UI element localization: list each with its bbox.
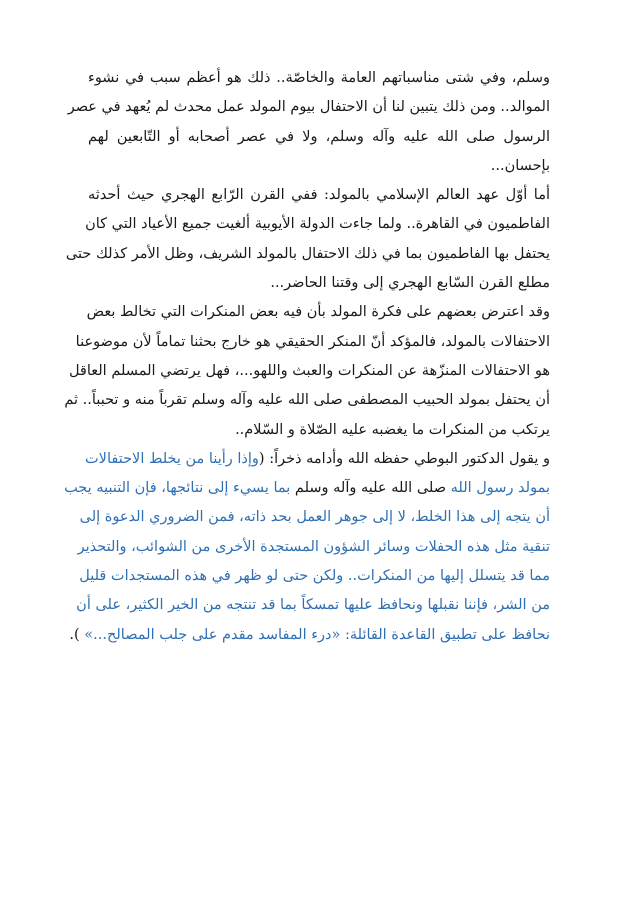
text-line <box>88 416 550 445</box>
body-text-run: أما أوّل عهد العالم الإسلامي بالمولد: ففي القرن الرّابع الهجري حيث أحدثه <box>88 187 550 204</box>
text-line <box>77 533 550 562</box>
paragraph <box>67 64 550 181</box>
text-line <box>85 210 550 239</box>
body-text-run: الموالد.. ومن ذلك يتبين لنا أن الاحتفال بيوم المولد عمل محدث لم يُعهد في عصر <box>67 99 550 116</box>
quote-text: أن يتجه إلى هذا الخلط، لا إلى جوهر العمل بحد ذاته، فمن الضروري الدعوة إلى <box>79 509 550 526</box>
body-text-run: مطلع القرن السّابع الهجري إلى وقتنا الحاضر... <box>270 275 550 292</box>
body-text-run: الاحتفالات بالمولد، فالمؤكد أنّ المنكر الحقيقي هو خارج بحثنا تماماً لأن موضوعنا <box>75 333 550 350</box>
text-line <box>88 64 550 93</box>
body-text-run: وسلم، وفي شتى مناسباتهم العامة والخاصّة.. ذلك هو أعظم سبب في نشوء <box>88 70 550 86</box>
quote-text: مما قد يتسلل إليها من المنكرات.. ولكن حتى لو ظهر في هذه المستجدات قليل <box>79 568 550 585</box>
body-text-run: يرتكب من المنكرات ما يغضبه عليه الصّلاة و السّلام.. <box>235 421 550 438</box>
body-text-run: الفاطميون في القاهرة.. ولما جاءت الدولة الأيوبية ألغيت جميع الأعياد التي كان <box>85 216 550 233</box>
body-text-run: يحتفل بها الفاطميون بما في ذلك الاحتفال بالمولد الشريف، وظل الأمر كذلك حتى <box>65 245 550 262</box>
body-text-run: و يقول الدكتور البوطي حفظه الله وأدامه ذخراً: ( <box>258 450 550 467</box>
paragraph <box>64 298 550 444</box>
quote-text: نحافظ على تطبيق القاعدة القائلة: «درء المفاسد مقدم على جلب المصالح...» <box>79 626 550 643</box>
body-text-run: أن يحتفل بمولد الحبيب المصطفى صلى الله عليه وآله وسلم تقرباً منه و تحبباً.. ثم <box>64 392 550 409</box>
paragraph <box>64 445 550 650</box>
text-line <box>88 181 550 210</box>
body-text-run: ). <box>69 626 80 643</box>
text-line <box>88 269 550 298</box>
text-line <box>79 503 550 532</box>
quote-text: تنقية مثل هذه الحفلات وسائر الشؤون المستجدة الأخرى من الشوائب، والتحذير <box>77 538 550 555</box>
text-line <box>64 386 550 415</box>
text-line <box>85 445 550 474</box>
text-line <box>79 562 550 591</box>
text-line <box>75 328 550 357</box>
text-line <box>88 152 550 181</box>
text-line <box>68 357 550 386</box>
quote-text: بمولد رسول الله <box>450 480 550 497</box>
body-text-run: وقد اعترض بعضهم على فكرة المولد بأن فيه بعض المنكرات التي تخالط بعض <box>86 304 550 321</box>
text-line <box>67 93 550 122</box>
body-text-run: صلى الله عليه وآله وسلم <box>290 480 451 497</box>
quote-text: من الشر، فإننا نقبلها ونحافظ عليها تمسكاً بما قد تنتجه من الخير الكثير، على أن <box>76 597 550 614</box>
text-line <box>69 621 550 650</box>
text-line <box>76 591 550 620</box>
body-text-run: هو الاحتفالات المنزّهة عن المنكرات والعبث واللهو...، فهل يرتضي المسلم العاقل <box>68 362 550 379</box>
body-text <box>64 64 550 650</box>
text-line <box>64 474 550 503</box>
body-text-run: الرسول صلى الله عليه وآله وسلم، ولا في عصر أصحابه أو التّابعين لهم <box>88 128 550 145</box>
text-line <box>65 240 550 269</box>
quote-text: بما يسيء إلى نتائجها، فإن التنبيه يجب <box>64 480 291 497</box>
body-text-run: بإحسان... <box>490 157 550 174</box>
paragraph <box>65 181 550 298</box>
text-line <box>88 298 550 327</box>
quote-text: وإذا رأينا من يخلط الاحتفالات <box>85 450 259 467</box>
text-line <box>88 123 550 152</box>
